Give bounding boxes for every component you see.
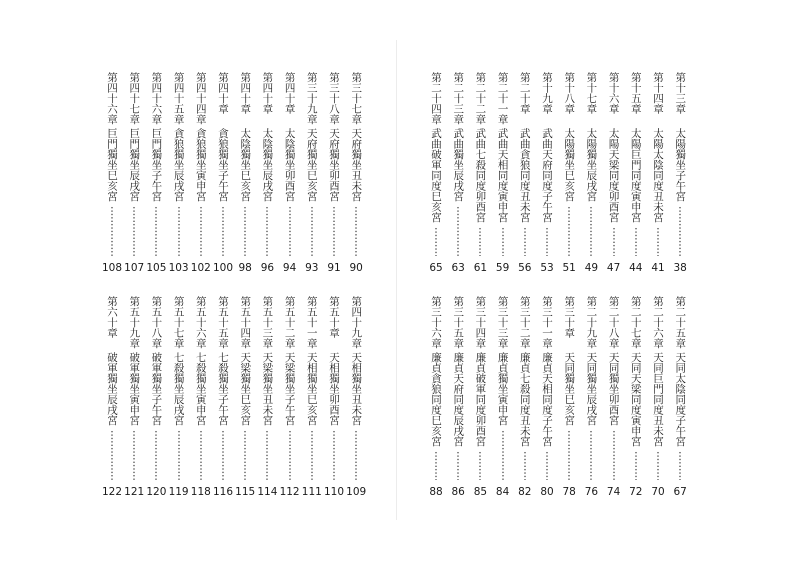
toc-entry[interactable] <box>213 72 233 276</box>
chapter-title: 破軍獨坐子午宮 <box>150 352 163 426</box>
page-number: 107 <box>124 262 145 274</box>
dot-leader <box>222 206 224 256</box>
dot-leader <box>200 206 202 256</box>
chapter-number: 第五十六章 <box>194 296 207 349</box>
chapter-number: 第三十一章 <box>541 296 553 349</box>
page-number: 116 <box>212 486 234 498</box>
dot-leader <box>200 430 202 480</box>
chapter-title: 天同獨坐卯酉宮 <box>607 352 620 426</box>
chapter-number: 第二十章 <box>518 72 531 114</box>
toc-entry[interactable] <box>146 296 166 500</box>
page-number: 98 <box>238 262 252 274</box>
chapter-number: 第十六章 <box>607 72 620 114</box>
toc-entry[interactable] <box>302 72 322 276</box>
dot-leader <box>479 227 481 256</box>
dot-leader <box>502 227 504 256</box>
chapter-number: 第二十七章 <box>629 296 642 349</box>
toc-entry[interactable] <box>537 72 557 276</box>
page-number: 100 <box>212 262 234 274</box>
toc-entry[interactable] <box>280 296 300 500</box>
dot-leader <box>524 227 526 256</box>
page-number: 47 <box>606 262 621 274</box>
chapter-title: 巨門獨坐辰戌宮 <box>128 128 141 202</box>
chapter-title: 太陰獨坐卯酉宮 <box>283 128 296 202</box>
toc-entry[interactable] <box>559 72 579 276</box>
chapter-number: 第五十五章 <box>217 296 229 349</box>
toc-entry[interactable] <box>470 72 490 276</box>
page-number: 120 <box>146 486 167 498</box>
chapter-title: 廉貞天府同度辰戌宮 <box>452 352 465 447</box>
toc-entry[interactable] <box>257 72 277 276</box>
toc-entry[interactable] <box>124 296 144 500</box>
page-number: 122 <box>101 486 123 498</box>
dot-leader <box>289 206 291 256</box>
chapter-number: 第二十四章 <box>430 72 442 125</box>
chapter-title: 貪狼獨坐子午宮 <box>217 128 229 202</box>
toc-entry[interactable] <box>169 296 189 500</box>
dot-leader <box>133 430 135 480</box>
dot-leader <box>635 451 637 480</box>
toc-entry[interactable] <box>280 72 300 276</box>
toc-entry[interactable] <box>581 72 601 276</box>
page-number: 102 <box>190 262 211 274</box>
toc-entry[interactable] <box>448 72 468 276</box>
chapter-title: 天同獨坐辰戌宮 <box>585 352 598 426</box>
chapter-number: 第四十章 <box>239 72 252 114</box>
chapter-number: 第三十四章 <box>474 296 487 349</box>
chapter-number: 第四十章 <box>283 72 296 114</box>
page-number: 103 <box>168 262 189 274</box>
chapter-title: 太陰獨坐辰戌宮 <box>261 128 274 202</box>
chapter-number: 第三十二章 <box>518 296 531 349</box>
page-number: 65 <box>429 262 443 274</box>
page-number: 94 <box>282 262 297 274</box>
page-gutter <box>396 40 397 520</box>
toc-entry[interactable] <box>213 296 233 500</box>
dot-leader <box>568 430 570 480</box>
toc-entry[interactable] <box>324 296 344 500</box>
toc-entry[interactable] <box>191 296 211 500</box>
toc-entry[interactable] <box>581 296 601 500</box>
chapter-number: 第五十九章 <box>128 296 141 349</box>
chapter-number: 第五十一章 <box>305 296 318 349</box>
chapter-title: 天梁獨坐巳亥宮 <box>239 352 252 426</box>
toc-entry[interactable] <box>537 296 557 500</box>
chapter-number: 第三十五章 <box>452 296 465 349</box>
page-number: 53 <box>540 262 554 274</box>
dot-leader <box>457 451 459 480</box>
dot-leader <box>590 206 592 256</box>
page-number: 51 <box>562 262 576 274</box>
dot-leader <box>178 206 180 256</box>
chapter-title: 七殺獨坐子午宮 <box>217 352 229 426</box>
chapter-number: 第五十章 <box>328 296 340 338</box>
dot-leader <box>266 430 268 480</box>
toc-entry[interactable] <box>670 296 690 500</box>
toc-entry[interactable] <box>235 296 255 500</box>
dot-leader <box>333 430 335 480</box>
page-number: 88 <box>429 486 443 498</box>
chapter-title: 天同獨坐巳亥宮 <box>563 352 576 426</box>
page-number: 41 <box>651 262 665 274</box>
chapter-number: 第三十七章 <box>350 72 363 125</box>
chapter-title: 太陽天梁同度卯酉宮 <box>607 128 620 223</box>
chapter-title: 天府獨坐卯酉宮 <box>328 128 340 202</box>
dot-leader <box>524 451 526 480</box>
chapter-title: 廉貞破軍同度卯酉宮 <box>474 352 487 447</box>
toc-entry[interactable] <box>626 72 646 276</box>
toc-entry[interactable] <box>302 296 322 500</box>
dot-leader <box>457 206 459 256</box>
chapter-number: 第十八章 <box>563 72 576 114</box>
page-number: 70 <box>651 486 665 498</box>
dot-leader <box>679 206 681 256</box>
page-number: 44 <box>629 262 643 274</box>
chapter-number: 第十七章 <box>585 72 598 114</box>
page-number: 108 <box>101 262 123 274</box>
page-number: 114 <box>257 486 278 498</box>
page-number: 91 <box>327 262 341 274</box>
dot-leader <box>266 206 268 256</box>
page-number: 121 <box>124 486 145 498</box>
chapter-number: 第十九章 <box>541 72 553 114</box>
dot-leader <box>590 430 592 480</box>
dot-leader <box>479 451 481 480</box>
toc-entry[interactable] <box>448 296 468 500</box>
dot-leader <box>155 430 157 480</box>
chapter-number: 第二十三章 <box>452 72 465 125</box>
chapter-title: 巨門獨坐巳亥宮 <box>106 128 118 202</box>
toc-entry[interactable] <box>346 296 366 500</box>
chapter-title: 貪狼獨坐辰戌宮 <box>172 128 185 202</box>
chapter-number: 第四十六章 <box>106 72 118 125</box>
dot-leader <box>435 451 437 480</box>
chapter-number: 第三十章 <box>563 296 576 338</box>
chapter-number: 第三十九章 <box>305 72 318 125</box>
chapter-title: 武曲破軍同度巳亥宮 <box>430 128 442 223</box>
chapter-number: 第三十三章 <box>496 296 509 349</box>
chapter-number: 第四十六章 <box>150 72 163 125</box>
dot-leader <box>635 227 637 256</box>
page-number: 93 <box>305 262 319 274</box>
dot-leader <box>546 451 548 480</box>
chapter-number: 第四十章 <box>217 72 229 114</box>
chapter-title: 天梁獨坐丑未宮 <box>261 352 274 426</box>
toc-entry[interactable] <box>604 296 624 500</box>
chapter-title: 太陽獨坐辰戌宮 <box>585 128 598 202</box>
page-number: 80 <box>540 486 554 498</box>
page-number: 49 <box>584 262 599 274</box>
dot-leader <box>679 451 681 480</box>
page-number: 72 <box>629 486 643 498</box>
page-number: 78 <box>562 486 576 498</box>
page-number: 67 <box>673 486 687 498</box>
page-number: 112 <box>279 486 300 498</box>
dot-leader <box>568 206 570 256</box>
chapter-number: 第四十四章 <box>194 72 207 125</box>
toc-entry[interactable] <box>257 296 277 500</box>
chapter-number: 第四十章 <box>261 72 274 114</box>
toc-entry[interactable] <box>235 72 255 276</box>
chapter-number: 第二十八章 <box>607 296 620 349</box>
chapter-title: 太陽獨坐子午宮 <box>674 128 687 202</box>
toc-entry[interactable] <box>493 72 513 276</box>
chapter-number: 第三十六章 <box>430 296 442 349</box>
chapter-title: 巨門獨坐子午宮 <box>150 128 163 202</box>
toc-entry[interactable] <box>102 296 122 500</box>
page-number: 119 <box>168 486 189 498</box>
chapter-title: 破軍獨坐辰戌宮 <box>106 352 118 426</box>
chapter-title: 天府獨坐巳亥宮 <box>305 128 318 202</box>
toc-entry[interactable] <box>191 72 211 276</box>
page-number: 61 <box>473 262 488 274</box>
toc-entry[interactable] <box>626 296 646 500</box>
page-number: 84 <box>495 486 510 498</box>
dot-leader <box>289 430 291 480</box>
toc-entry[interactable] <box>515 72 535 276</box>
chapter-number: 第二十一章 <box>496 72 509 125</box>
page-number: 85 <box>473 486 488 498</box>
page-number: 110 <box>323 486 345 498</box>
chapter-number: 第二十九章 <box>585 296 598 349</box>
toc-entry[interactable] <box>124 72 144 276</box>
page-number: 115 <box>235 486 256 498</box>
dot-leader <box>133 206 135 256</box>
chapter-title: 天府獨坐丑未宮 <box>350 128 363 202</box>
chapter-title: 破軍獨坐寅申宮 <box>128 352 141 426</box>
chapter-title: 武曲天府同度子午宮 <box>541 128 553 223</box>
toc-entry[interactable] <box>670 72 690 276</box>
chapter-title: 廉貞七殺同度丑未宮 <box>518 352 531 447</box>
chapter-number: 第二十五章 <box>674 296 687 349</box>
dot-leader <box>355 430 357 480</box>
dot-leader <box>111 430 113 480</box>
page-number: 90 <box>349 262 363 274</box>
chapter-title: 武曲天相同度寅申宮 <box>496 128 509 223</box>
page-number: 82 <box>518 486 532 498</box>
toc-entry[interactable] <box>470 296 490 500</box>
toc-entry[interactable] <box>102 72 122 276</box>
chapter-number: 第五十八章 <box>150 296 163 349</box>
toc-entry[interactable] <box>169 72 189 276</box>
chapter-number: 第四十七章 <box>128 72 141 125</box>
toc-entry[interactable] <box>426 296 446 500</box>
chapter-title: 天同天梁同度寅申宮 <box>629 352 642 447</box>
page-number: 105 <box>146 262 167 274</box>
dot-leader <box>311 206 313 256</box>
dot-leader <box>244 206 246 256</box>
chapter-title: 太陽太陰同度丑未宮 <box>652 128 664 223</box>
chapter-number: 第十四章 <box>652 72 664 114</box>
chapter-number: 第四十九章 <box>350 296 363 349</box>
dot-leader <box>111 206 113 256</box>
toc-entry[interactable] <box>648 296 668 500</box>
dot-leader <box>155 206 157 256</box>
page-number: 109 <box>346 486 367 498</box>
page-number: 74 <box>606 486 621 498</box>
chapter-number: 第五十四章 <box>239 296 252 349</box>
dot-leader <box>333 206 335 256</box>
dot-leader <box>222 430 224 480</box>
page-number: 111 <box>301 486 322 498</box>
dot-leader <box>178 430 180 480</box>
dot-leader <box>657 451 659 480</box>
chapter-number: 第六十章 <box>106 296 118 338</box>
dot-leader <box>355 206 357 256</box>
chapter-number: 第五十二章 <box>283 296 296 349</box>
dot-leader <box>435 227 437 256</box>
chapter-number: 第四十五章 <box>172 72 185 125</box>
chapter-number: 第十三章 <box>674 72 687 114</box>
toc-entry[interactable] <box>559 296 579 500</box>
chapter-title: 廉貞天相同度子午宮 <box>541 352 553 447</box>
chapter-title: 天梁獨坐子午宮 <box>283 352 296 426</box>
chapter-number: 第二十二章 <box>474 72 487 125</box>
chapter-number: 第三十八章 <box>328 72 340 125</box>
toc-entry[interactable] <box>324 72 344 276</box>
toc-entry[interactable] <box>493 296 513 500</box>
chapter-title: 武曲貪狼同度丑未宮 <box>518 128 531 223</box>
dot-leader <box>546 227 548 256</box>
page-number: 76 <box>584 486 599 498</box>
chapter-title: 七殺獨坐辰戌宮 <box>172 352 185 426</box>
chapter-number: 第十五章 <box>629 72 642 114</box>
dot-leader <box>613 227 615 256</box>
chapter-title: 廉貞獨坐寅申宮 <box>496 352 509 426</box>
chapter-title: 武曲獨坐辰戌宮 <box>452 128 465 202</box>
page-number: 63 <box>451 262 465 274</box>
toc-entry[interactable] <box>426 72 446 276</box>
chapter-title: 天同巨門同度丑未宮 <box>652 352 664 447</box>
chapter-number: 第二十六章 <box>652 296 664 349</box>
chapter-title: 武曲七殺同度卯酉宮 <box>474 128 487 223</box>
page-number: 56 <box>518 262 532 274</box>
chapter-title: 廉貞貪狼同度巳亥宮 <box>430 352 442 447</box>
chapter-title: 天相獨坐巳亥宮 <box>305 352 318 426</box>
dot-leader <box>657 227 659 256</box>
dot-leader <box>613 430 615 480</box>
page-number: 118 <box>190 486 211 498</box>
chapter-title: 天相獨坐丑未宮 <box>350 352 363 426</box>
dot-leader <box>502 430 504 480</box>
toc-entry[interactable] <box>604 72 624 276</box>
toc-entry[interactable] <box>146 72 166 276</box>
chapter-title: 七殺獨坐寅申宮 <box>194 352 207 426</box>
toc-entry[interactable] <box>515 296 535 500</box>
chapter-title: 太陰獨坐巳亥宮 <box>239 128 252 202</box>
page-number: 86 <box>451 486 465 498</box>
chapter-title: 貪狼獨坐寅申宮 <box>194 128 207 202</box>
chapter-number: 第五十三章 <box>261 296 274 349</box>
toc-entry[interactable] <box>648 72 668 276</box>
chapter-title: 天相獨坐卯酉宮 <box>328 352 340 426</box>
toc-entry[interactable] <box>346 72 366 276</box>
chapter-title: 太陽巨門同度寅申宮 <box>629 128 642 223</box>
page-number: 96 <box>260 262 275 274</box>
page-number: 59 <box>495 262 510 274</box>
page-number: 38 <box>673 262 687 274</box>
chapter-number: 第五十七章 <box>172 296 185 349</box>
chapter-title: 天同太陰同度子午宮 <box>674 352 687 447</box>
dot-leader <box>244 430 246 480</box>
chapter-title: 太陽獨坐巳亥宮 <box>563 128 576 202</box>
dot-leader <box>311 430 313 480</box>
